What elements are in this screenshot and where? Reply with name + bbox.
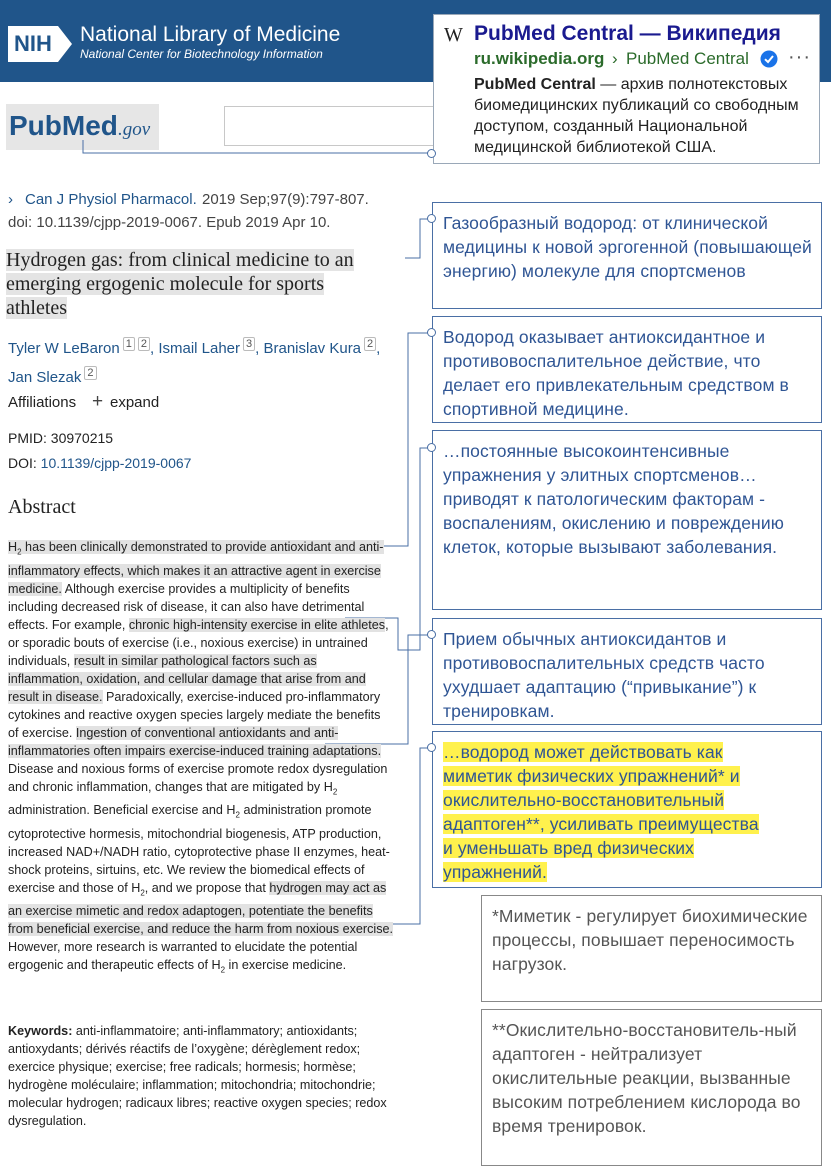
wiki-description-text: — архив полнотекстовых биомедицинских публикаций со свободным доступом, созданный Национальной медицинской библиотекой США. — [474, 76, 799, 156]
annotation-title: Газообразный водород: от клинической медицины к новой эргогенной (повышающей энергию) молекуле для спортсменов — [432, 202, 822, 309]
affiliation-ref[interactable]: 2 — [364, 337, 376, 351]
doi-link[interactable]: 10.1139/cjpp-2019-0067 — [40, 455, 192, 471]
mimetic-line: упражнений. — [443, 862, 547, 882]
keywords — [8, 1022, 393, 1130]
nih-logo-text: NIH — [8, 26, 58, 62]
annotation-note-mimetic: *Миметик - регулирует биохимические процессы, повышает переносимость нагрузок. — [481, 895, 822, 1002]
title-line: Hydrogen gas: from clinical medicine to an — [6, 249, 354, 271]
mimetic-line: адаптоген**, усиливать преимущества — [443, 814, 759, 834]
abstract-highlight: chronic high-intensity exercise in elite athletes — [128, 617, 386, 632]
annotation-exercise: …постоянные высокоинтенсивные упражнения у элитных спортсменов…приводят к патологическим факторам - воспалениям, окислению и повреждению клеток, которые вызывают заболевания. — [432, 430, 822, 610]
chevron-right-icon: › — [8, 191, 13, 208]
annotation-note-adaptogen: **Окислительно-восстановитель-ный адаптоген - нейтрализует окислительные реакции, вызванные высоким потреблением кислорода во время тренировок. — [481, 1009, 822, 1166]
connector-dot — [427, 443, 436, 452]
citation-date: 2019 Sep;97(9):797-807. — [202, 191, 369, 208]
nih-subtitle: National Center for Biotechnology Information — [80, 47, 323, 61]
nih-logo[interactable] — [8, 24, 72, 64]
abstract-text: $H_2$ has been clinically demonstrated to provide antioxidant and anti-inflammatory effects, which makes it an attractive agent in exercise medicine. Although exercise provides a multiplicity of benefits including decreased risk of disease, it can also have detrimental effects. For example, chronic high-intensity exercise in elite athletes, or sporadic bouts of exercise (i.e., noxious exercise) in untrained individuals, result in similar pathological factors such as inflammation, oxidation, and cellular damage that arise from and result in disease. Paradoxically, exercise-induced pro-inflammatory cytokines and reactive oxygen species largely mediate the benefits of exercise. Ingestion of conventional antioxidants and anti-inflammatories often impairs exercise-induced training adaptations. Disease and noxious forms of exercise promote redox dysregulation and chronic inflammation, changes that are mitigated by $H_2$ administration. Beneficial exercise and $H_2$ administration promote cytoprotective hormesis, mitochondrial biogenesis, ATP production, increased NAD+/NADH ratio, cytoprotective phase II enzymes, heat-shock proteins, sirtuins, etc. We review the biomedical effects of exercise and those of $H_2$, and we propose that hydrogen may act as an exercise mimetic and redox adaptogen, potentiate the benefits from beneficial exercise, and reduce the harm from noxious exercise. However, more research is warranted to elucidate the potential ergogenic and therapeutic effects of $H_2$ in exercise medicine. — [8, 540, 393, 975]
doi-label: DOI: — [8, 455, 37, 471]
pubmed-logo-suffix: .gov — [118, 119, 151, 140]
mimetic-line: миметик физических упражнений* и — [443, 766, 740, 786]
citation-doi: doi: 10.1139/cjpp-2019-0067. Epub 2019 Apr 10. — [8, 214, 331, 231]
mimetic-line: и уменьшать вред физических — [443, 838, 695, 858]
nih-chevron-icon — [58, 26, 72, 62]
mimetic-line: …водород может действовать как — [443, 742, 723, 762]
journal-link[interactable]: Can J Physiol Pharmacol. — [25, 191, 197, 208]
affiliation-ref[interactable]: 2 — [138, 337, 150, 351]
title-line: emerging ergogenic molecule for sports — [6, 273, 325, 295]
keywords-list: anti-inflammatoire; anti-inflammatory; antioxidants; antioxydants; dérivés réactifs de l’oxygène; dérèglement redox; exercice physique; exercise; free radicals; hormesis; hormèse; hydrogène moléculaire; inflammation; mitochondria; mitochondrie; molecular hydrogen; radicaux libres; reactive oxygen species; redox dysregulation. — [8, 1024, 387, 1128]
mimetic-line: окислительно-восстановительный — [443, 790, 725, 810]
author-link[interactable]: Tyler W LeBaron — [8, 340, 120, 357]
affiliations-label: Affiliations — [8, 394, 77, 411]
annotation-antioxidant: Водород оказывает антиоксидантное и противовоспалительное действие, что делает его привлекательным средством в спортивной медицине. — [432, 316, 822, 423]
wiki-domain[interactable]: ru.wikipedia.org — [474, 49, 605, 68]
abstract-highlight: result in similar pathological factors such as inflammation, oxidation, and cellular damage that arise from and result in disease. — [8, 653, 366, 704]
author-link[interactable]: Jan Slezak — [8, 369, 82, 386]
connector-dot — [427, 149, 436, 158]
author-list: Tyler W LeBaron $^1$ $^2$ , Ismail Laher $^3$ , Branislav Kura $^2$ , Jan Slezak $^2$ — [8, 338, 381, 386]
breadcrumb-separator: › — [612, 49, 618, 68]
expand-button[interactable]: expand — [110, 394, 160, 411]
nih-title: National Library of Medicine — [80, 23, 341, 46]
title-line: athletes — [6, 297, 68, 319]
wiki-description — [474, 74, 814, 158]
annotation-antiox-intake: Прием обычных антиоксидантов и противовоспалительных средств часто ухудшает адаптацию (“привыкание”) к тренировкам. — [432, 618, 822, 725]
connector-dot — [427, 630, 436, 639]
pmid — [8, 430, 113, 446]
abstract-heading: Abstract — [8, 496, 76, 518]
more-options-icon[interactable]: ··· — [788, 46, 811, 68]
affiliation-ref[interactable]: 2 — [84, 366, 96, 380]
pmid-value: 30970215 — [50, 430, 114, 446]
wiki-title-link[interactable]: PubMed Central — Википедия — [474, 22, 781, 45]
author-link[interactable]: Branislav Kura — [263, 340, 362, 357]
pmid-label: PMID: — [8, 430, 47, 446]
connector-dot — [427, 743, 436, 752]
article-title — [6, 248, 406, 320]
affiliation-ref[interactable]: 3 — [243, 337, 255, 351]
abstract-highlight: Ingestion of conventional antioxidants and anti-inflammatories often impairs exercise-induced training adaptations. — [8, 725, 382, 758]
plus-icon[interactable]: + — [92, 391, 104, 412]
verified-check-icon — [760, 50, 778, 68]
connector-dot — [427, 328, 436, 337]
keywords-label: Keywords: — [8, 1024, 73, 1038]
pubmed-logo-text: PubMed — [9, 110, 118, 141]
wikipedia-icon: W — [444, 24, 463, 46]
annotation-mimetic — [432, 731, 822, 888]
doi — [8, 455, 191, 471]
connector-dot — [427, 214, 436, 223]
author-link[interactable]: Ismail Laher — [158, 340, 241, 357]
affiliation-ref[interactable]: 1 — [123, 337, 135, 351]
search-input[interactable] — [224, 106, 435, 146]
abstract-highlight: hydrogen may act as an exercise mimetic and redox adaptogen, potentiate the benefits from beneficial exercise, and reduce the harm from noxious exercise. — [8, 880, 393, 937]
wiki-site-name[interactable]: PubMed Central — [626, 49, 749, 68]
abstract-highlight: $H_2$ has been clinically demonstrated to provide antioxidant and anti-inflammatory effects, which makes it an attractive agent in exercise medicine. — [8, 540, 384, 596]
wiki-description-bold: PubMed Central — [474, 76, 596, 93]
